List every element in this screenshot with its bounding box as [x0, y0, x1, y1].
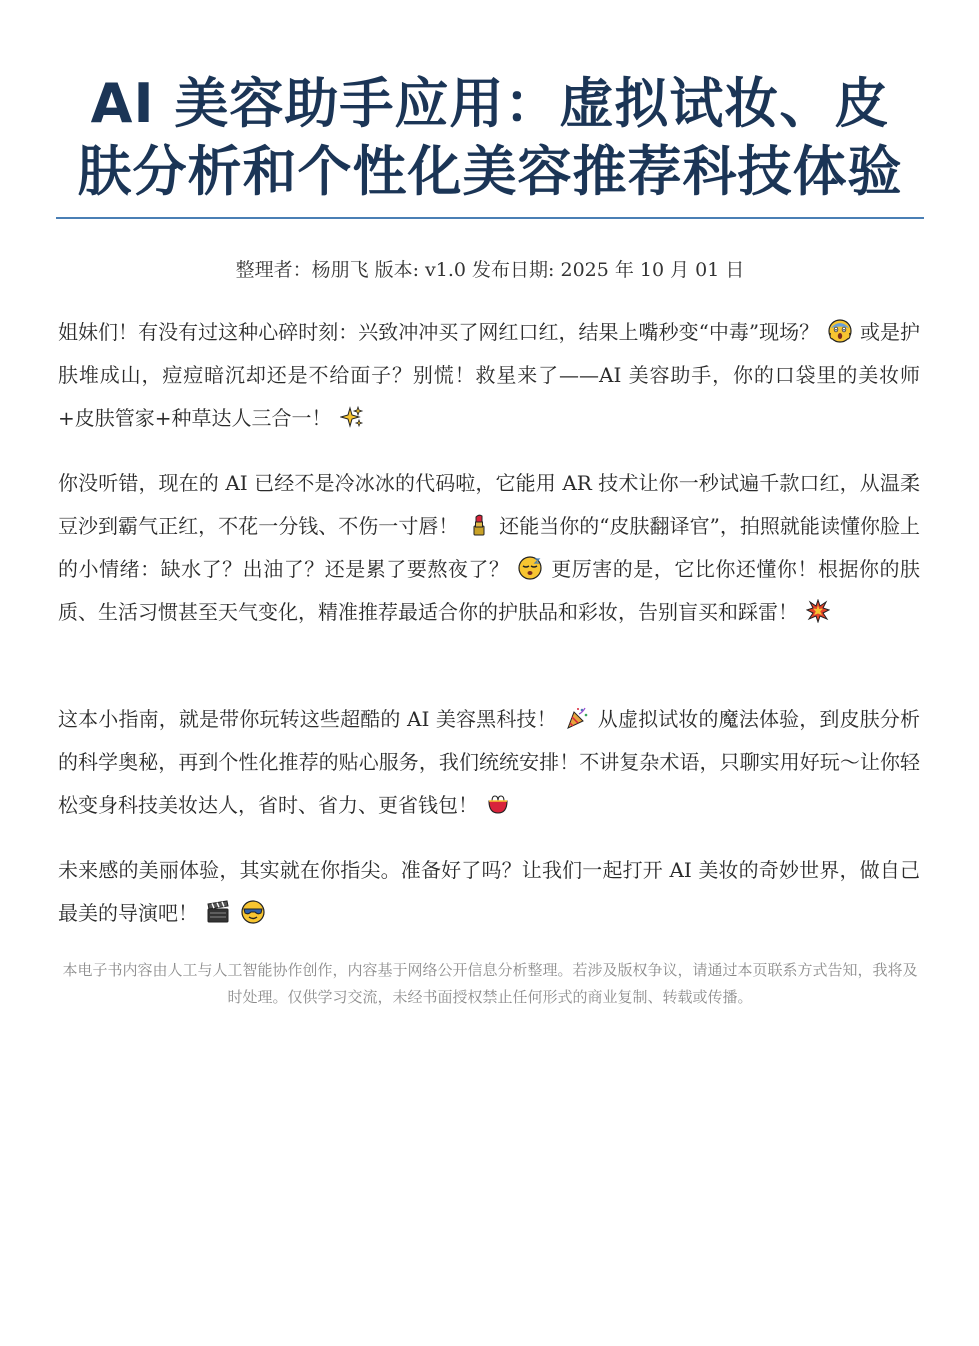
paragraph-2-text-b: 还能当你的“皮肤翻译官”，拍照就能读懂你脸上的小情绪：缺水了？出油了？还是累了要熬夜了？ [58, 514, 921, 581]
title-divider [56, 217, 924, 219]
document-title [56, 70, 924, 206]
clapper-board-icon [206, 900, 230, 924]
paragraph-4-text-a: 未来感的美丽体验，其实就在你指尖。准备好了吗？让我们一起打开 AI 美妆的奇妙世界，做自己最美的导演吧！ [58, 858, 920, 925]
party-popper-icon [565, 706, 589, 730]
paragraph-3-text-b: 从虚拟试妆的魔法体验，到皮肤分析的科学奥秘，再到个性化推荐的贴心服务，我们统统安排！不讲复杂术语，只聊实用好玩～让你轻松变身科技美妆达人，省时、省力、更省钱包！ [58, 707, 921, 817]
document-meta: 整理者：杨朋飞 版本: v1.0 发布日期: 2025 年 10 月 01 日 [235, 259, 745, 281]
paragraph-2 [58, 462, 920, 634]
paragraph-1-text-b: 或是护肤堆成山，痘痘暗沉却还是不给面子？别慌！救星来了——AI 美容助手，你的口袋里的美妆师+皮肤管家+种草达人三合一！ [58, 320, 921, 430]
paragraph-4 [58, 849, 920, 935]
sleepy-face-icon [518, 556, 542, 580]
paragraph-1 [58, 311, 920, 440]
red-purse-icon [486, 792, 510, 816]
lipstick-icon [467, 513, 491, 537]
paragraph-2-text-c: 更厉害的是，它比你还懂你！根据你的肤质、生活习惯甚至天气变化，精准推荐最适合你的护肤品和彩妆，告别盲买和踩雷！ [58, 557, 921, 624]
collision-icon [806, 599, 830, 623]
screaming-face-icon [828, 319, 852, 343]
paragraph-2-text-a: 你没听错，现在的 AI 已经不是冷冰冰的代码啦，它能用 AR 技术让你一秒试遍千款口红，从温柔豆沙到霸气正红，不花一分钱、不伤一寸唇！ [58, 471, 920, 538]
sunglasses-face-icon [241, 900, 265, 924]
paragraph-1-text-a: 姐妹们！有没有过这种心碎时刻：兴致冲冲买了网红口红，结果上嘴秒变“中毒”现场？ [58, 320, 820, 344]
paragraph-3 [58, 698, 920, 827]
sparkles-icon [340, 405, 364, 429]
copyright-notice: 本电子书内容由人工与人工智能协作创作，内容基于网络公开信息分析整理。若涉及版权争议，请通过本页联系方式告知，我将及时处理。仅供学习交流，未经书面授权禁止任何形式的商业复制、转载或传播。 [62, 961, 918, 1006]
title-line-1: AI 美容助手应用：虚拟试妆、皮 [90, 72, 890, 135]
title-line-2: 肤分析和个性化美容推荐科技体验 [77, 140, 903, 203]
paragraph-3-text-a: 这本小指南，就是带你玩转这些超酷的 AI 美容黑科技！ [58, 707, 557, 731]
